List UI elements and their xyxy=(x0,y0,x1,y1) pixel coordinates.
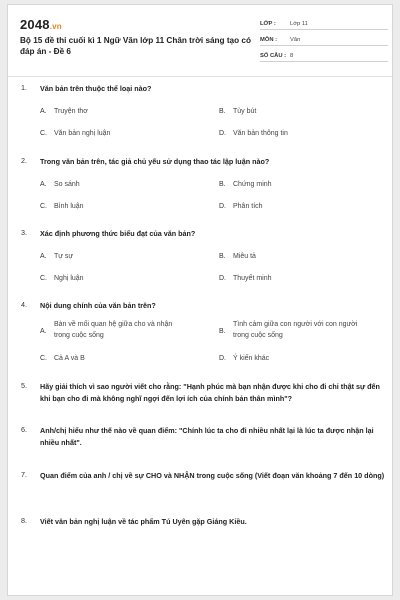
option-letter: D. xyxy=(219,203,226,210)
question-number: 5. xyxy=(21,381,27,390)
option-letter: D. xyxy=(219,355,226,362)
option-letter: D. xyxy=(219,275,226,282)
question-text: Nội dung chính của văn bản trên? xyxy=(40,301,156,310)
exam-header xyxy=(8,5,392,71)
option-text: Văn bản thông tin xyxy=(233,130,288,137)
question-text: Viết văn bản nghị luận về tác phẩm Tú Uyên gặp Giáng Kiều. xyxy=(40,517,247,526)
question-text: Anh/chị hiểu như thế nào về quan điểm: "Chính lúc ta cho đi nhiều nhất lại là lúc ta được nhận lại nhiều nhất". xyxy=(40,426,374,447)
option-letter: A. xyxy=(40,253,47,260)
option-letter: C. xyxy=(40,355,47,362)
meta-key: LỚP : xyxy=(260,21,276,27)
meta-row-count xyxy=(260,48,388,62)
question-text: Quan điểm của anh / chị về sự CHO và NHẬN trong cuộc sống (Viết đoạn văn khoảng 7 đến 10 dòng) xyxy=(40,471,385,480)
option-letter: A. xyxy=(40,181,47,188)
option-letter: B. xyxy=(219,181,226,188)
option-letter: A. xyxy=(40,328,47,335)
meta-row-subject xyxy=(260,32,388,46)
meta-key: MÔN : xyxy=(260,37,278,43)
option-text: Bàn về mối quan hệ giữa cho và nhận trong cuộc sống xyxy=(54,321,173,339)
option-text: So sánh xyxy=(54,181,80,188)
question-text: Văn bản trên thuộc thể loại nào? xyxy=(40,84,152,93)
option-text: Phân tích xyxy=(233,203,263,210)
option-text: Nghị luận xyxy=(54,275,84,282)
site-logo[interactable] xyxy=(20,17,62,32)
meta-value: Lớp 11 xyxy=(290,21,308,27)
exam-page xyxy=(7,4,393,596)
exam-title: Bộ 15 đề thi cuối kì 1 Ngữ Văn lớp 11 Chân trời sáng tạo có đáp án - Đề 6 xyxy=(20,36,251,56)
question-number: 4. xyxy=(21,300,27,309)
logo-tld: .vn xyxy=(49,22,62,31)
question-number: 8. xyxy=(21,516,27,525)
meta-key: SỐ CÂU : xyxy=(260,53,287,59)
question-number: 2. xyxy=(21,156,27,165)
option-text: Truyện thơ xyxy=(54,108,88,115)
question-number: 7. xyxy=(21,470,27,479)
option-text: Tình cảm giữa con người với con người trong cuộc sống xyxy=(233,321,358,339)
question-number: 1. xyxy=(21,83,27,92)
option-text: Ý kiến khác xyxy=(233,355,270,362)
option-text: Bình luận xyxy=(54,203,84,210)
option-letter: C. xyxy=(40,275,47,282)
option-text: Tùy bút xyxy=(233,108,257,115)
meta-row-class xyxy=(260,16,388,30)
option-text: Thuyết minh xyxy=(233,275,272,282)
option-letter: A. xyxy=(40,108,47,115)
option-text: Tự sự xyxy=(54,253,74,260)
meta-value: Văn xyxy=(290,37,301,43)
option-letter: B. xyxy=(219,328,226,335)
option-letter: D. xyxy=(219,130,226,137)
option-text: Chứng minh xyxy=(233,181,272,188)
exam-meta xyxy=(260,16,388,64)
logo-main: 2048 xyxy=(20,17,50,32)
meta-value: 8 xyxy=(290,53,294,59)
option-text: Cả A và B xyxy=(54,355,85,362)
question-text: Xác định phương thức biểu đạt của văn bản? xyxy=(40,229,196,238)
question-number: 6. xyxy=(21,425,27,434)
header-divider xyxy=(8,76,392,77)
option-letter: C. xyxy=(40,130,47,137)
question-number: 3. xyxy=(21,228,27,237)
option-letter: B. xyxy=(219,108,226,115)
question-text: Trong văn bản trên, tác giả chủ yếu sử dụng thao tác lập luận nào? xyxy=(40,157,270,166)
question-text: Hãy giải thích vì sao người viết cho rằng: "Hạnh phúc mà bạn nhận được khi cho đi chỉ thật sự đến khi bạn cho đi mà không nghĩ ngợi đến lợi ích của chính bản thân mình"? xyxy=(40,382,380,403)
option-letter: C. xyxy=(40,203,47,210)
option-text: Văn bản nghị luận xyxy=(54,130,111,137)
option-text: Miêu tả xyxy=(233,253,256,260)
option-letter: B. xyxy=(219,253,226,260)
